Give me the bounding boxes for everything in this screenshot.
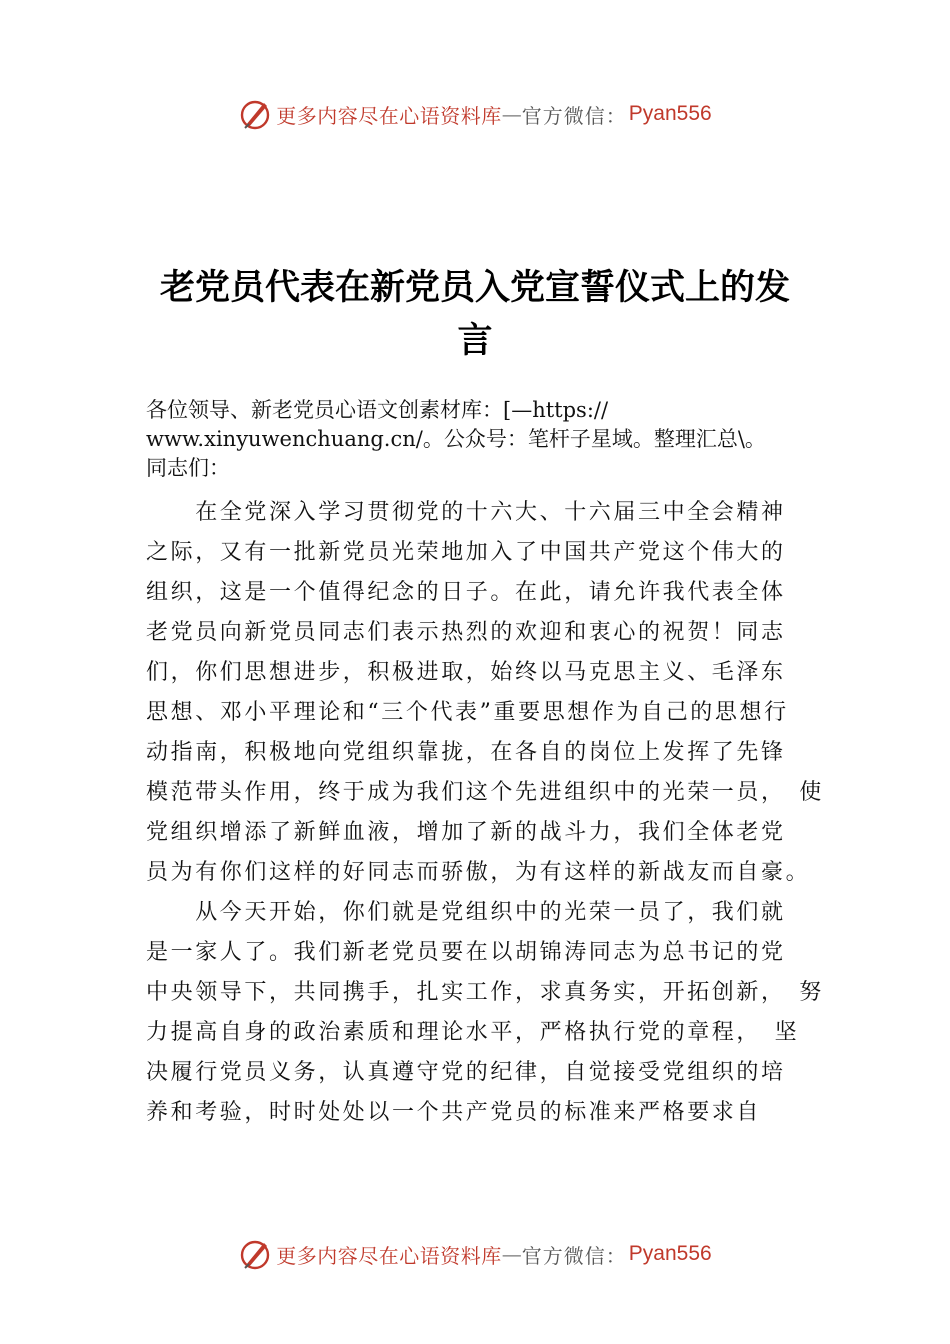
text-line: 决履行党员义务，认真遵守党的纪律，自觉接受党组织的培 (146, 1060, 786, 1085)
text-line: 从今天开始，你们就是党组织中的光荣一员了，我们就 (146, 900, 786, 925)
banner-separator: — (501, 102, 522, 126)
banner-site-text: 更多内容尽在心语资料库 (276, 1243, 502, 1268)
text-line: 之际，又有一批新党员光荣地加入了中国共产党这个伟大的 (146, 540, 786, 565)
title-line: 言 (457, 321, 493, 361)
greeting-line: 各位领导、新老党员心语文创素材库：[—https:// (146, 398, 609, 422)
text-line: 在全党深入学习贯彻党的十六大、十六届三中全会精神 (146, 500, 786, 525)
banner-site-text: 更多内容尽在心语资料库 (276, 103, 502, 128)
banner-wechat-id: Pyan556 (628, 102, 712, 125)
banner-wechat-id: Pyan556 (628, 1242, 712, 1265)
quill-pen-icon (238, 97, 272, 131)
paragraph-2 (146, 893, 846, 1133)
greeting (146, 396, 846, 483)
text-line: 老党员向新党员同志们表示热烈的欢迎和衷心的祝贺！同志 (146, 620, 786, 645)
banner-wechat-label: 官方微信： (521, 103, 627, 128)
text-line: 思想、邓小平理论和“三个代表”重要思想作为自己的思想行 (146, 700, 789, 725)
text-line: 们，你们思想进步，积极进取，始终以马克思主义、毛泽东 (146, 660, 786, 685)
greeting-line: 同志们： (146, 456, 230, 480)
banner-separator: — (501, 1242, 522, 1266)
banner-wechat-label: 官方微信： (521, 1243, 627, 1268)
footer-banner (0, 1232, 950, 1276)
document-title (140, 262, 810, 368)
text-line: 动指南，积极地向党组织靠拢，在各自的岗位上发挥了先锋 (146, 740, 786, 765)
greeting-line: www.xinyuwenchuang.cn/。公众号：笔杆子星域。整理汇总\。 (146, 427, 766, 451)
quill-pen-icon (238, 1237, 272, 1271)
text-line: 模范带头作用，终于成为我们这个先进组织中的光荣一员， 使 (146, 780, 824, 805)
text-line: 党组织增添了新鲜血液，增加了新的战斗力，我们全体老党 (146, 820, 786, 845)
paragraph-1 (146, 493, 846, 893)
banner-content (238, 97, 711, 131)
text-line: 中央领导下，共同携手，扎实工作，求真务实，开拓创新， 努 (146, 980, 824, 1005)
header-banner (0, 92, 950, 136)
title-line: 老党员代表在新党员入党宣誓仪式上的发 (159, 268, 790, 308)
text-line: 员为有你们这样的好同志而骄傲，为有这样的新战友而自豪。 (146, 860, 811, 885)
text-line: 力提高自身的政治素质和理论水平，严格执行党的章程， 坚 (146, 1020, 800, 1045)
text-line: 养和考验，时时处处以一个共产党员的标准来严格要求自 (146, 1100, 762, 1125)
text-line: 是一家人了。我们新老党员要在以胡锦涛同志为总书记的党 (146, 940, 786, 965)
text-line: 组织，这是一个值得纪念的日子。在此，请允许我代表全体 (146, 580, 786, 605)
banner-content (238, 1237, 711, 1271)
document-body (146, 396, 846, 1133)
